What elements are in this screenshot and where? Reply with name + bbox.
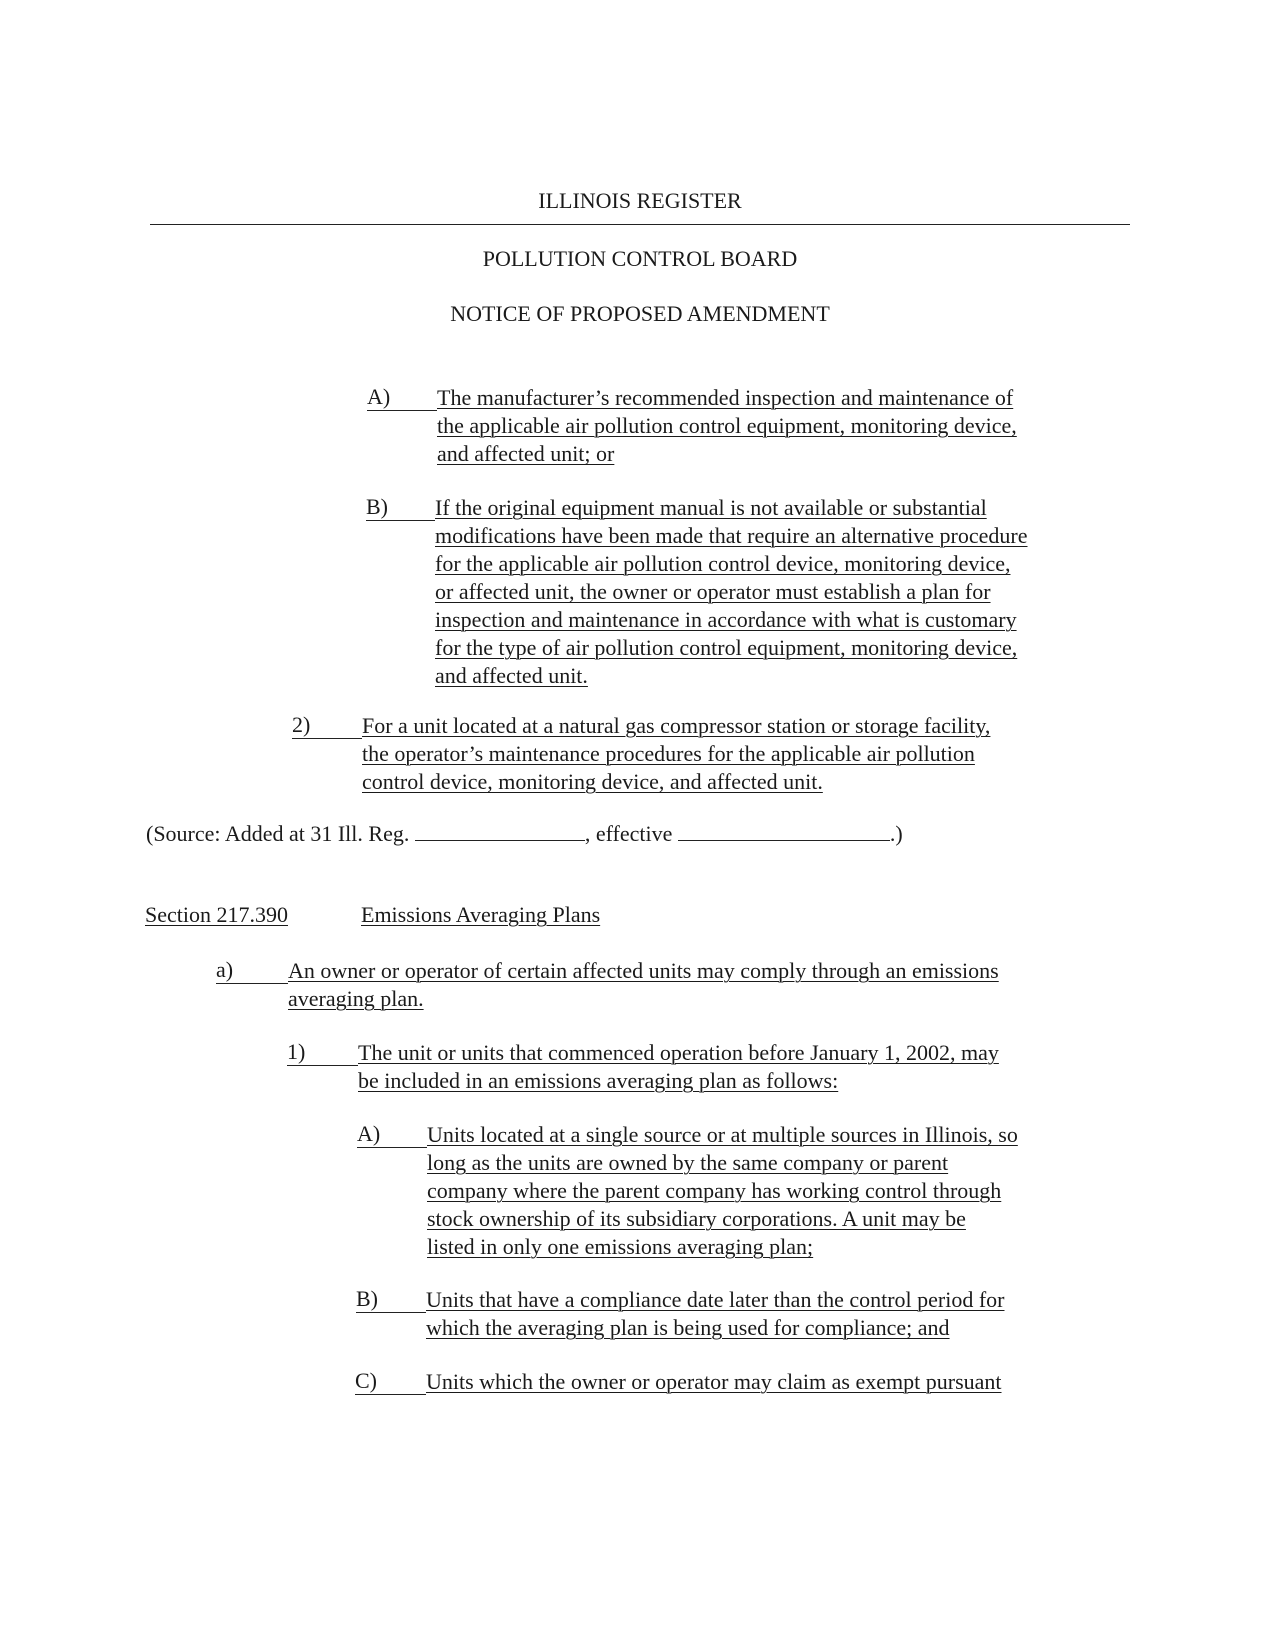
sub-text-A: Units located at a single source or at multiple sources in Illinois, so long as the units are owned by the same company or parent company where the parent company has working control through stock ownership of its subsidiary corporations. A unit may be listed in only one emissions averaging plan; bbox=[427, 1122, 1018, 1259]
section-number: Section 217.390 bbox=[145, 902, 288, 927]
item-label-2: 2) bbox=[292, 712, 362, 739]
source-effective-blank bbox=[678, 820, 890, 841]
source-reg-blank bbox=[415, 820, 585, 841]
item-label-B: B) bbox=[366, 494, 435, 521]
sub-text-B: Units that have a compliance date later than the control period for which the averaging plan is being used for compliance; and bbox=[426, 1287, 1005, 1340]
sub-label-A: A) bbox=[357, 1121, 427, 1148]
source-note: (Source: Added at 31 Ill. Reg. , effective .) bbox=[146, 821, 903, 846]
sub-text-C: Units which the owner or operator may claim as exempt pursuant bbox=[426, 1369, 1002, 1394]
sub-label-B: B) bbox=[356, 1286, 426, 1313]
section-title: Emissions Averaging Plans bbox=[361, 902, 601, 927]
board-title: POLLUTION CONTROL BOARD bbox=[482, 246, 798, 271]
item-text-B: If the original equipment manual is not available or substantial modifications have been made that require an alternative procedure for the applicable air pollution control device, monitoring device, or affected unit, the owner or operator must establish a plan for inspection and maintenance in accordance with what is customary for the type of air pollution control equipment, monitoring device, and affected unit. bbox=[435, 495, 1028, 688]
item-label-A: A) bbox=[367, 384, 437, 411]
header-rule bbox=[150, 224, 1130, 225]
sub-label-a: a) bbox=[216, 957, 288, 984]
sub-label-1: 1) bbox=[287, 1039, 358, 1066]
sub-text-1: The unit or units that commenced operation before January 1, 2002, may be included in an emissions averaging plan as follows: bbox=[358, 1040, 999, 1093]
sub-text-a: An owner or operator of certain affected units may comply through an emissions averaging plan. bbox=[288, 958, 999, 1011]
register-title: ILLINOIS REGISTER bbox=[538, 188, 742, 213]
notice-title: NOTICE OF PROPOSED AMENDMENT bbox=[450, 301, 830, 326]
item-text-A: The manufacturer’s recommended inspection and maintenance of the applicable air pollution control equipment, monitoring device, and affected unit; or bbox=[437, 385, 1017, 466]
sub-label-C: C) bbox=[355, 1368, 426, 1395]
item-text-2: For a unit located at a natural gas compressor station or storage facility, the operator’s maintenance procedures for the applicable air pollution control device, monitoring device, and affected unit. bbox=[362, 713, 991, 794]
